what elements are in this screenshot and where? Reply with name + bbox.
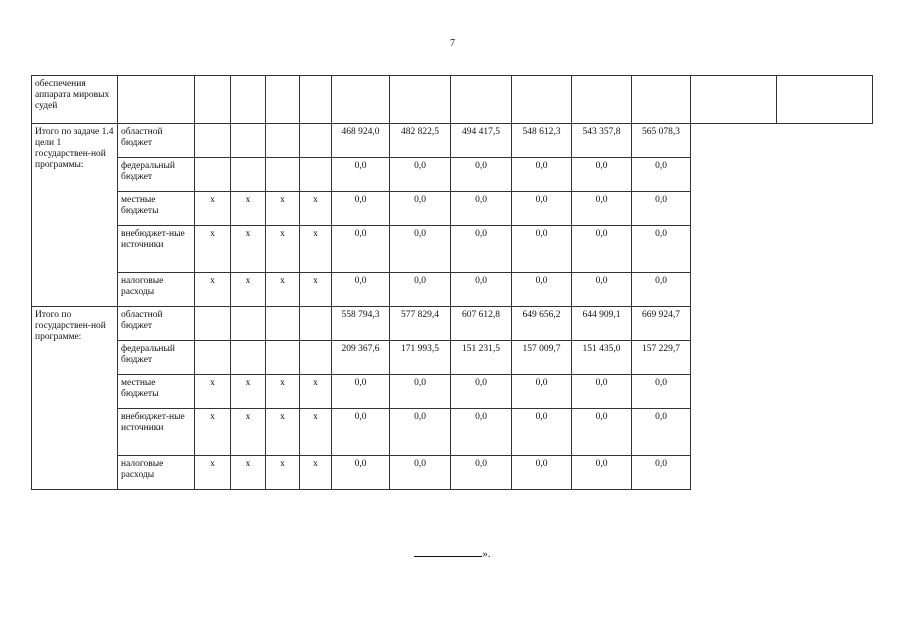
mark-cell: х (300, 375, 332, 409)
value-cell: 0,0 (512, 158, 572, 192)
mark-cell (231, 341, 266, 375)
mark-cell (266, 158, 300, 192)
mark-cell (300, 307, 332, 341)
mark-cell: х (266, 456, 300, 490)
mark-cell (266, 124, 300, 158)
mark-cell: х (231, 273, 266, 307)
value-cell: 0,0 (390, 273, 451, 307)
mark-cell: х (231, 226, 266, 273)
value-cell: 0,0 (332, 158, 390, 192)
value-cell: 0,0 (572, 192, 632, 226)
value-cell: 157 229,7 (632, 341, 691, 375)
funding-source: местные бюджеты (118, 192, 195, 226)
value-cell: 0,0 (512, 409, 572, 456)
value-cell: 0,0 (332, 409, 390, 456)
mark-cell: х (266, 409, 300, 456)
value-cell: 157 009,7 (512, 341, 572, 375)
value-cell: 0,0 (512, 226, 572, 273)
mark-cell: х (266, 375, 300, 409)
value-cell: 565 078,3 (632, 124, 691, 158)
mark-cell: х (300, 273, 332, 307)
value-cell: 151 435,0 (572, 341, 632, 375)
value-cell: 151 231,5 (451, 341, 512, 375)
value-cell: 0,0 (572, 158, 632, 192)
value-cell: 543 357,8 (572, 124, 632, 158)
value-cell: 558 794,3 (332, 307, 390, 341)
value-cell: 548 612,3 (512, 124, 572, 158)
value-cell: 577 829,4 (390, 307, 451, 341)
value-cell: 0,0 (632, 273, 691, 307)
funding-source: местные бюджеты (118, 375, 195, 409)
section-title: Итого по задаче 1.4 цели 1 государствен-ной программы: (32, 124, 118, 307)
mark-cell (231, 158, 266, 192)
value-cell: 0,0 (332, 375, 390, 409)
value-cell: 0,0 (572, 456, 632, 490)
value-cell: 0,0 (390, 456, 451, 490)
mark-cell: х (300, 409, 332, 456)
value-cell: 0,0 (632, 456, 691, 490)
value-cell: 0,0 (451, 409, 512, 456)
value-cell: 0,0 (332, 456, 390, 490)
page-number: 7 (450, 38, 455, 49)
mark-cell: х (195, 409, 231, 456)
value-cell: 0,0 (512, 273, 572, 307)
table-row (32, 307, 873, 341)
empty-area (691, 307, 873, 490)
closing-quote: ». (0, 545, 905, 560)
value-cell: 482 822,5 (390, 124, 451, 158)
mark-cell (266, 341, 300, 375)
empty-area (691, 124, 873, 307)
funding-source: внебюджет-ные источники (118, 226, 195, 273)
value-cell: 0,0 (390, 226, 451, 273)
table-row (32, 76, 873, 124)
section-title: Итого по государствен-ной программе: (32, 307, 118, 490)
mark-cell: х (300, 456, 332, 490)
value-cell: 0,0 (451, 158, 512, 192)
value-cell: 0,0 (390, 192, 451, 226)
value-cell: 0,0 (451, 273, 512, 307)
value-cell: 0,0 (572, 273, 632, 307)
value-cell: 649 656,2 (512, 307, 572, 341)
mark-cell (195, 307, 231, 341)
funding-source: налоговые расходы (118, 273, 195, 307)
value-cell: 0,0 (572, 226, 632, 273)
value-cell: 0,0 (572, 375, 632, 409)
value-cell: 0,0 (390, 158, 451, 192)
funding-source: налоговые расходы (118, 456, 195, 490)
value-cell: 0,0 (332, 226, 390, 273)
funding-source: областной бюджет (118, 307, 195, 341)
value-cell: 0,0 (451, 226, 512, 273)
funding-source: федеральный бюджет (118, 341, 195, 375)
mark-cell (300, 158, 332, 192)
value-cell: 644 909,1 (572, 307, 632, 341)
mark-cell: х (195, 375, 231, 409)
table-row (32, 124, 873, 158)
value-cell: 0,0 (390, 409, 451, 456)
value-cell: 494 417,5 (451, 124, 512, 158)
mark-cell (195, 158, 231, 192)
value-cell: 0,0 (512, 192, 572, 226)
value-cell: 0,0 (451, 192, 512, 226)
value-cell: 0,0 (512, 456, 572, 490)
mark-cell: х (231, 375, 266, 409)
value-cell: 209 367,6 (332, 341, 390, 375)
value-cell: 0,0 (632, 409, 691, 456)
mark-cell (231, 307, 266, 341)
value-cell: 171 993,5 (390, 341, 451, 375)
value-cell: 0,0 (632, 226, 691, 273)
blank-line (414, 545, 482, 557)
funding-source: областной бюджет (118, 124, 195, 158)
value-cell: 0,0 (451, 456, 512, 490)
mark-cell (266, 307, 300, 341)
mark-cell: х (231, 192, 266, 226)
value-cell: 0,0 (451, 375, 512, 409)
mark-cell (195, 341, 231, 375)
mark-cell (195, 124, 231, 158)
mark-cell (300, 341, 332, 375)
mark-cell: х (231, 409, 266, 456)
value-cell: 0,0 (632, 158, 691, 192)
mark-cell: х (266, 192, 300, 226)
mark-cell: х (266, 226, 300, 273)
header-cell-text: обеспечения аппарата мировых судей (32, 76, 118, 124)
value-cell: 0,0 (572, 409, 632, 456)
mark-cell: х (300, 192, 332, 226)
value-cell: 607 612,8 (451, 307, 512, 341)
mark-cell (300, 124, 332, 158)
value-cell: 0,0 (332, 192, 390, 226)
budget-table (31, 75, 873, 490)
mark-cell (231, 124, 266, 158)
value-cell: 669 924,7 (632, 307, 691, 341)
funding-source: внебюджет-ные источники (118, 409, 195, 456)
mark-cell: х (300, 226, 332, 273)
mark-cell: х (231, 456, 266, 490)
funding-source: федеральный бюджет (118, 158, 195, 192)
mark-cell: х (266, 273, 300, 307)
value-cell: 0,0 (632, 192, 691, 226)
mark-cell: х (195, 456, 231, 490)
mark-cell: х (195, 192, 231, 226)
mark-cell: х (195, 273, 231, 307)
value-cell: 0,0 (390, 375, 451, 409)
value-cell: 468 924,0 (332, 124, 390, 158)
value-cell: 0,0 (632, 375, 691, 409)
value-cell: 0,0 (512, 375, 572, 409)
value-cell: 0,0 (332, 273, 390, 307)
mark-cell: х (195, 226, 231, 273)
